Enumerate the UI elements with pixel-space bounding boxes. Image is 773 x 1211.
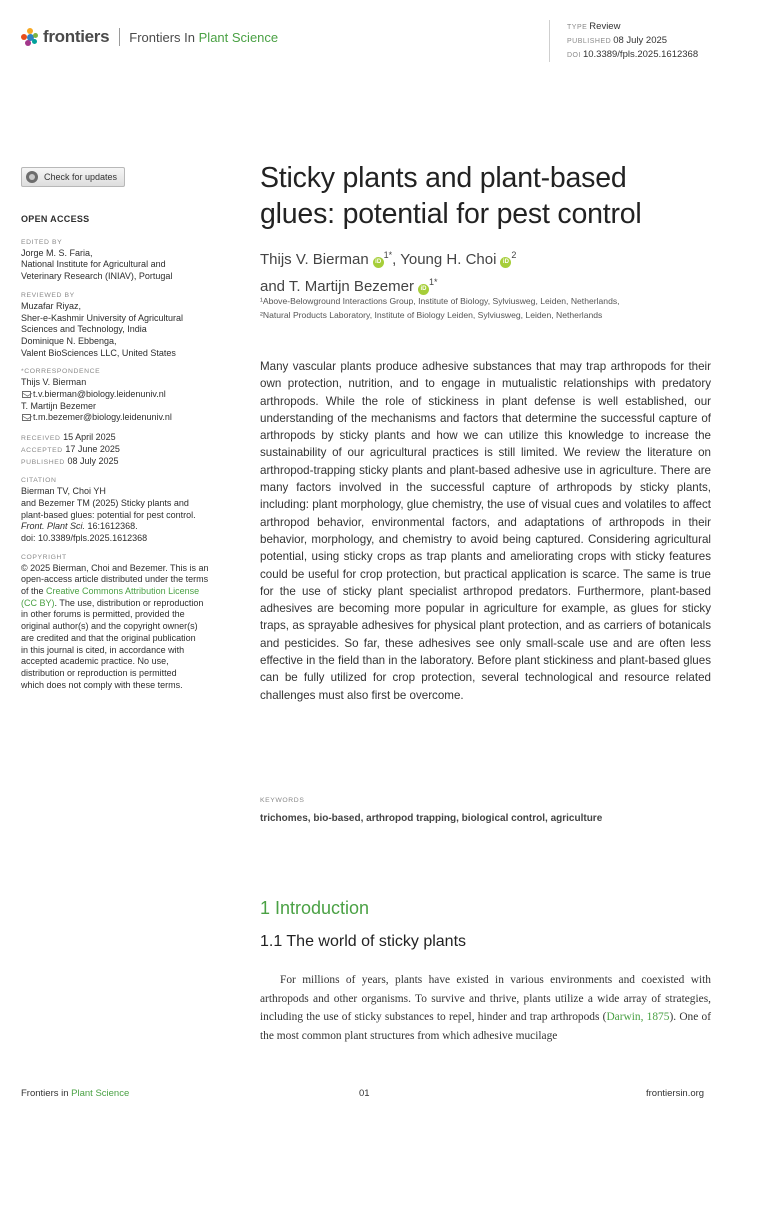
copyright-rest-0: in other forums is permitted, provided the [21,609,185,620]
type-label: TYPE [567,24,588,31]
logo-wordmark: frontiers [43,27,110,46]
title-line-1: Sticky plants and plant-based [260,162,627,194]
cc-by-link[interactable]: (CC BY) [21,597,55,608]
orcid-icon[interactable]: iD [418,284,429,295]
footer-journal [21,1088,129,1099]
published-value: 08 July 2025 [613,35,668,46]
copyright-line-4 [21,598,231,610]
affiliation-2: ²Natural Products Laboratory, Institute of Biology Leiden, Sylviusweg, Leiden, Netherlands [260,309,603,320]
footer-journal-name: Plant Science [71,1088,130,1099]
open-access-label: OPEN ACCESS [21,214,90,224]
doi-value[interactable]: 10.3389/fpls.2025.1612368 [582,49,699,60]
copyright-rest-5: distribution or reproduction is permitted [21,667,177,678]
correspondence-name-2: T. Martijn Bezemer [21,400,97,411]
abstract: Many vascular plants produce adhesive substances that may trap arthropods for their own protection, nutrition, and to engage in mutualistic relationships with predatory arthropods. While the role of stickiness in plant defense is well established, our understanding of the mechanisms and factors that determine the successful capture of arthropods by sticky plants and how we can utilize this knowledge to increase the sustainability of our agricultural practices is still limited. We review the literature on arthropod-trapping sticky plants and plant-based adhesive use in agriculture. There are many factors involved in the successful capture of arthropods by sticky plants, including: plant morphology, glue chemistry, the use of visual cues and volatiles to affect arthropod behavior, environmental factors, and adaptations of arthropods in their behavior, morphology, and chemistry to avoid being captured. Considering agricultural potential, using sticky crops as trap plants and ameliorating crops with sticky features could be useful for crop protection, but practical application is scarce. The same is true for the use of sticky plant specialist arthropod predators. Furthermore, plant-based adhesives are becoming more popular in agriculture for example, as glues for sticky traps, as sprayable adhesives for physical plant protection, and as carriers of botanicals and pesticides. So far, these adhesives see only small-scale use and are often less effective in the field than in the laboratory. Before plant stickiness and plant-based glues can be fully utilized for crop protection, several technological and resource related challenges must also first be overcome. [260,360,711,702]
sidebar-info [21,214,231,691]
introduction-text [260,971,711,1045]
keywords: trichomes, bio-based, arthropod trapping, biological control, agriculture [260,813,603,824]
orcid-icon[interactable]: iD [500,257,511,268]
edited-by-2: Veterinary Research (INIAV), Portugal [21,271,173,282]
accepted-label: ACCEPTED [21,447,63,455]
copyright-rest-6: which does not comply with these terms. [21,679,183,690]
copyright-rest-2: are credited and that the original publication [21,632,196,643]
copyright-of-the: of the [21,586,47,597]
footer-site-link[interactable]: frontiersin.org [646,1088,705,1099]
citation-darwin-link[interactable]: Darwin, 1875 [606,1011,670,1024]
copyright-rest-4: accepted academic practice. No use, [21,656,169,667]
page-number: 01 [359,1088,370,1099]
intro-text-start: For millions of years, plants have existed in various environments and coexisted with arthropods and other organisms. To survive and thrive, plants utilize a wide array of strategies, including the use of sticky substances to repel, hinder and trap arthropods ( [260,974,711,1024]
doi-label: DOI [567,52,581,59]
copyright-line-1: © 2025 Bierman, Choi and Bezemer. This is an [21,562,209,573]
affiliations [260,295,720,322]
article-meta [549,20,698,62]
copyright-line-2: open-access article distributed under the terms [21,574,209,585]
affiliation-1: ¹Above-Belowground Interactions Group, Institute of Biology, Sylviusweg, Leiden, Netherlands, [260,296,620,306]
reviewed-by-0: Muzafar Riyaz, [21,300,82,311]
author-3-affil: 1* [428,277,438,287]
sidebar-published-value: 08 July 2025 [67,456,119,467]
edited-by-0: Jorge M. S. Faria, [21,247,93,258]
citation-line-1: Bierman TV, Choi YH [21,486,106,497]
email-icon [22,414,31,421]
edited-by-label: EDITED BY [21,238,63,246]
correspondence-label: *CORRESPONDENCE [21,368,101,376]
edited-by-1: National Institute for Agricultural and [21,259,166,270]
received-label: RECEIVED [21,435,61,443]
orcid-icon[interactable]: iD [373,257,384,268]
copyright-rest-3: in this journal is cited, in accordance with [21,644,185,655]
author-choi[interactable]: , Young H. Choi [392,251,497,268]
article-title [260,160,720,232]
brand-divider [119,28,120,46]
footer-journal-prefix: Frontiers in [21,1088,72,1099]
author-list [260,244,720,298]
journal-brand [21,26,278,48]
intro-text-end: ). One of the most common plant structures from which adhesive mucilage [260,1011,712,1042]
section-heading-introduction: 1 Introduction [260,898,370,918]
author-bezemer[interactable]: and T. Martijn Bezemer [260,278,414,295]
author-2-affil: 2 [511,250,517,260]
check-for-updates-button[interactable] [21,167,125,187]
title-line-2: glues: potential for pest control [260,198,642,230]
accepted-value: 17 June 2025 [65,444,120,455]
reviewed-by-label: REVIEWED BY [21,291,75,299]
correspondence-email-row-1 [21,389,231,401]
reviewed-by-2: Sciences and Technology, India [21,324,147,335]
citation-label: CITATION [21,477,57,485]
journal-prefix: Frontiers In [129,29,196,45]
reviewed-by-3: Dominique N. Ebbenga, [21,335,117,346]
reviewed-by-1: Sher-e-Kashmir University of Agricultural [21,312,184,323]
sidebar-published-label: PUBLISHED [21,459,65,467]
citation-line-4 [21,521,231,533]
correspondence-email-1[interactable]: t.v.bierman@biology.leidenuniv.nl [33,389,166,400]
cc-license-link[interactable]: Creative Commons Attribution License [46,586,200,597]
copyright-rest-1: original author(s) and the copyright owner(s) [21,621,198,632]
author-1-affil: 1* [383,250,393,260]
citation-journal: Front. Plant Sci. [21,521,86,532]
keywords-label: KEYWORDS [260,797,305,804]
copyright-label: COPYRIGHT [21,553,67,561]
citation-line-2: and Bezemer TM (2025) Sticky plants and [21,497,189,508]
citation-line-3: plant-based glues: potential for pest control. [21,509,196,520]
received-row [21,432,231,444]
crossmark-icon [26,171,38,183]
copyright-line-3 [21,586,231,598]
received-value: 15 April 2025 [63,432,116,443]
author-bierman[interactable]: Thijs V. Bierman [260,251,369,268]
copyright-use-text: . The use, distribution or reproduction [54,597,204,608]
correspondence-email-row-2 [21,412,231,424]
published-row [21,456,231,468]
reviewed-by-4: Valent BioSciences LLC, United States [21,347,176,358]
check-updates-label: Check for updates [44,172,118,182]
published-label: PUBLISHED [567,38,612,45]
frontiers-logo-icon [21,28,39,46]
subsection-heading: 1.1 The world of sticky plants [260,933,467,950]
accepted-row [21,444,231,456]
journal-title: Plant Science [198,29,279,45]
type-value: Review [589,21,621,32]
citation-volume: 16:1612368. [85,521,138,532]
journal-name [129,30,278,45]
email-icon [22,391,31,398]
correspondence-name-1: Thijs V. Bierman [21,377,87,388]
correspondence-email-2[interactable]: t.m.bezemer@biology.leidenuniv.nl [33,412,172,423]
citation-doi[interactable]: doi: 10.3389/fpls.2025.1612368 [21,532,148,543]
